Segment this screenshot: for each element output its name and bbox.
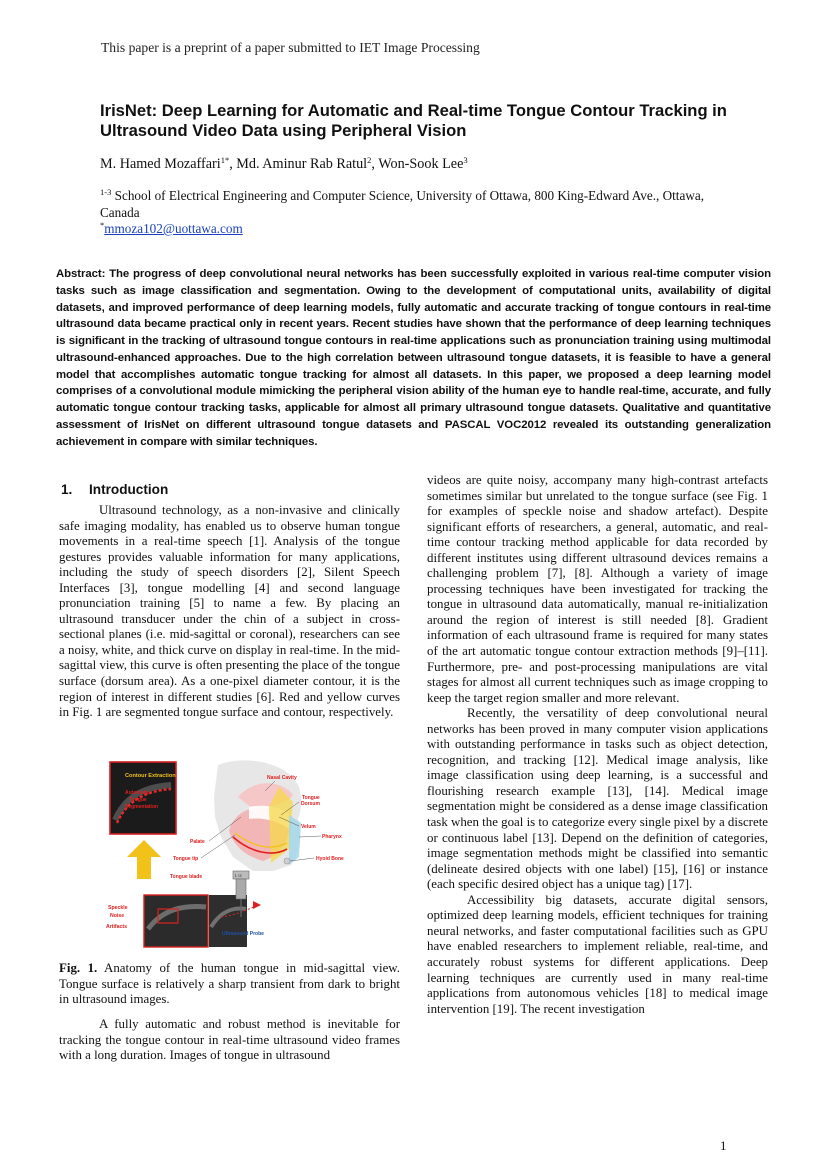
figure-caption bbox=[59, 961, 400, 1008]
caption-label: Fig. 1. bbox=[59, 961, 98, 975]
preprint-note: This paper is a preprint of a paper submitted to IET Image Processing bbox=[101, 40, 480, 55]
paragraph: A fully automatic and robust method is inevitable for tracking the tongue contour in real-time ultrasound video frames with a long duration. Images of tongue in ultrasound bbox=[59, 1017, 400, 1063]
label-nasal-cavity: Nasal Cavity bbox=[267, 775, 297, 781]
paragraph: Accessibility big datasets, accurate digital sensors, optimized deep learning models, efficient techniques for training neural networks, and faster computational facilities such as GPU have enabled researchers to implement reliable, real-time, and accurately robust systems for different applications. Deep learning techniques are currently used in many real-time applications from autonomous vehicles [18] to medical image intervention [19]. The recent investigation bbox=[427, 892, 768, 1016]
label-tongue: Tongue bbox=[129, 797, 147, 803]
label-palate: Palate bbox=[190, 839, 205, 845]
email-sup: * bbox=[100, 220, 105, 230]
author-list: M. Hamed Mozaffari$^{1*}$, Md. Aminur Rab Ratul$^2$, Won-Sook Lee$^3$ bbox=[100, 155, 468, 172]
paper-title: IrisNet: Deep Learning for Automatic and Real-time Tongue Contour Tracking in Ultrasound Video Data using Peripheral Vision bbox=[100, 101, 727, 140]
paragraph: Ultrasound technology, as a non-invasive and clinically safe imaging modality, has enabled us to observe human tongue movements in a real-time speech [1]. Analysis of the tongue gestures provides valuable information for many applications, including the study of speech disorders [2], Silent Speech Interfaces [3], tongue modelling [4] and second language pronunciation training [5] to name a few. By placing an ultrasound transducer under the chin of a subject in cross-sectional planes (i.e. mid-sagittal or coronal), researchers can see a noisy, white, and thick curve on display in real-time. In the mid-sagittal view, this curve is often presenting the place of the tongue surface (dorsum area). As a one-pixel diameter contour, it is the region of interest in different studies [6]. Red and yellow curves in Fig. 1 are segmented tongue surface and contour, respectively. bbox=[59, 503, 400, 720]
left-column-paragraph-2 bbox=[59, 1017, 400, 1064]
label-speckle: Speckle bbox=[108, 905, 128, 911]
label-tongue-tip: Tongue tip bbox=[173, 856, 199, 862]
author-affil-sup: 2 bbox=[367, 155, 372, 165]
label-hyoid-bone: Hyoid Bone bbox=[316, 856, 344, 862]
paragraph: videos are quite noisy, accompany many high-contrast artefacts sometimes similar but unrelated to the tongue surface (see Fig. 1 for examples of speckle noise and shadow artefact). Despite significant efforts of researchers, a general, automatic, and real-time contour tracking method applicable for data recorded by different institutes using different ultrasound devices remains a challenging problem [7], [8]. Although a variety of image processing techniques have been investigated for tracking the tongue in ultrasound data automatically, manual re-initialization around the region of interest is still needed [8]. Gradient information of each ultrasound frame is required for many states of the art automatic tongue contour extraction methods [9]–[11]. Furthermore, pre- and post-processing manipulations are vital stages for almost all current techniques such as image cropping to keep the target region smaller and more relevant. bbox=[427, 473, 768, 705]
label-tongue-dorsum-2: Dorsum bbox=[301, 801, 320, 807]
label-segmentation: Segmentation bbox=[125, 804, 159, 810]
author-name: Won-Sook Lee bbox=[378, 156, 464, 172]
right-column bbox=[427, 473, 768, 1017]
section-heading bbox=[61, 482, 168, 497]
abstract: Abstract: The progress of deep convolutional neural networks has been successfully exploited in various real-time computer vision tasks such as image classification and segmentation. Owing to the development of computational units, availability of digital datasets, and improved performance of deep learning models, fully automatic and accurate tracking of tongue contours in real-time ultrasound data became practical only in recent years. Recent studies have shown that the performance of deep learning techniques is significant in the tracking of ultrasound tongue contours in real-time applications such as pronunciation training using multimodal ultrasound-enhanced approaches. Due to the high correlation between ultrasound tongue datasets, it is feasible to have a general model that accomplishes automatic tongue tracking for almost all datasets. In this paper, we proposed a deep learning model comprises of a convolutional module mimicking the peripheral vision ability of the human eye to handle real-time, accurate, and fully automatic tongue contour tracking tasks, applicable for almost all primary ultrasound tongue datasets. Qualitative and quantitative assessment of IrisNet on different ultrasound tongue datasets and PASCAL VOC2012 revealed its outstanding generalization achievement in compare with similar techniques. bbox=[56, 268, 771, 448]
label-tongue-dorsum-1: Tongue bbox=[302, 795, 320, 801]
section-title: Introduction bbox=[89, 482, 169, 497]
affiliation-sup: 1-3 bbox=[100, 187, 112, 197]
author-affil-sup: 3 bbox=[463, 155, 468, 165]
label-artifacts: Artifacts bbox=[106, 924, 128, 930]
page-number: 1 bbox=[720, 1138, 727, 1153]
label-noise: Noise bbox=[110, 913, 125, 919]
arrow-up-icon bbox=[127, 840, 161, 879]
figure-tongue-anatomy bbox=[103, 757, 353, 950]
label-automatic: Automatic bbox=[125, 790, 150, 796]
label-velum: Velum bbox=[301, 824, 316, 830]
affiliation bbox=[100, 188, 740, 238]
author-name: Md. Aminur Rab Ratul bbox=[236, 156, 368, 172]
affiliation-text: School of Electrical Engineering and Computer Science, University of Ottawa, 800 King-Edward Ave., Ottawa, Canada bbox=[100, 188, 705, 220]
probe-mark: L 14 bbox=[235, 874, 242, 878]
paragraph: Recently, the versatility of deep convolutional neural networks has been proved in many computer vision applications with outstanding performance in tasks such as object detection, recognition, and tracking [12]. Medical image analysis, like image classification using deep learning, is a successful and flourishing research example [13], [14]. Medical image segmentation might be considered as a dense image classification task when the goal is to categorize every single pixel by a discrete or continuous label [13]. Depend on the definition of categories, image segmentation methods might be classified into semantic (delineate desired objects with one label) [15], [16] or instance (each specific desired object has a unique tag) [17]. bbox=[427, 706, 768, 892]
section-number: 1. bbox=[61, 482, 73, 497]
label-contour-extraction: Contour Extraction bbox=[125, 773, 176, 779]
left-column-paragraph-1 bbox=[59, 503, 400, 721]
label-ultrasound-probe: Ultrasound Probe bbox=[222, 931, 264, 937]
label-pharynx: Pharynx bbox=[322, 834, 342, 840]
label-tongue-blade: Tongue blade bbox=[170, 874, 203, 880]
author-name: M. Hamed Mozaffari bbox=[100, 156, 221, 172]
caption-text: Anatomy of the human tongue in mid-sagittal view. Tongue surface is relatively a sharp transient from dark to bright in ultrasound images. bbox=[59, 961, 401, 1007]
author-affil-sup: 1* bbox=[220, 155, 230, 165]
author-email-link[interactable]: mmoza102@uottawa.com bbox=[104, 221, 243, 236]
